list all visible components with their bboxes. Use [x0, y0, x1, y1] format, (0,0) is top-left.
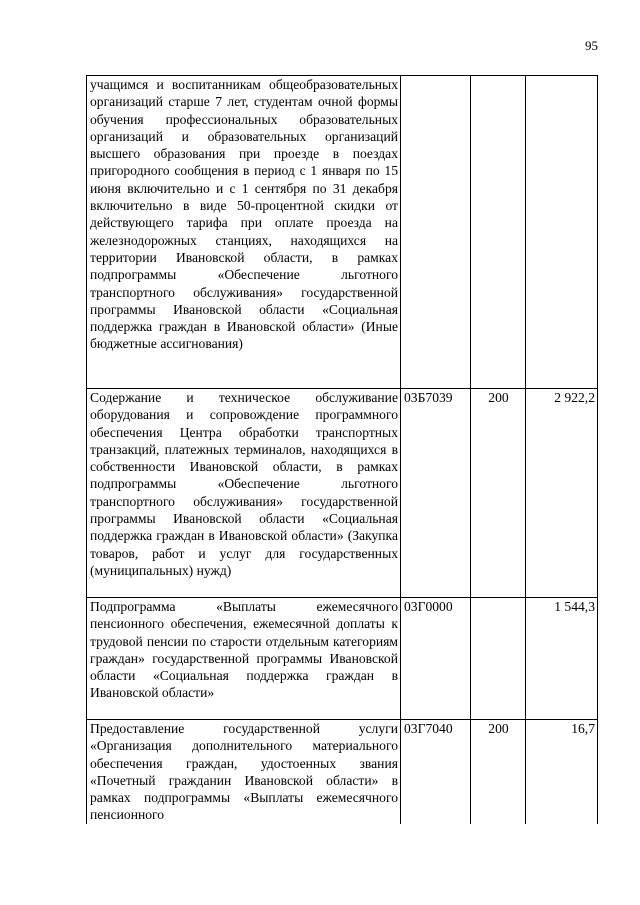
expense-type-code [471, 76, 526, 389]
expense-item-name: учащимся и воспитанникам общеобразовательных организаций старше 7 лет, студентам очной формы обучения профессиональных образовательных организаций и образовательных организаций высшего образования при проезде в поездах пригородного сообщения в период с 1 января по 15 июня включительно и с 1 сентября по 31 декабря включительно в виде 50-процентной скидки от действующего тарифа при оплате проезда на железнодорожных станциях, находящихся на территории Ивановской области, в рамках подпрограммы «Обеспечение льготного транспортного обслуживания» государственной программы Ивановской области «Социальная поддержка граждан в Ивановской области» (Иные бюджетные ассигнования) [87, 76, 401, 389]
page-number: 95 [585, 38, 598, 53]
table-row [87, 76, 598, 389]
expense-type-code: 200 [471, 720, 526, 824]
expense-item-name: Содержание и техническое обслуживание оборудования и сопровождение программного обеспечения Центра обработки транспортных транзакций, платежных терминалов, находящихся в собственности Ивановской области, в рамках подпрограммы «Обеспечение льготного транспортного обслуживания» государственной программы Ивановской области «Социальная поддержка граждан в Ивановской области» (Закупка товаров, работ и услуг для государственных (муниципальных) нужд) [87, 389, 401, 598]
expense-item-name: Предоставление государственной услуги «Организация дополнительного материального обеспечения граждан, удостоенных звания «Почетный гражданин Ивановской области» в рамках подпрограммы «Выплаты ежемесячного пенсионного [87, 720, 401, 824]
table-row [87, 720, 598, 824]
amount-value: 2 922,2 [526, 389, 598, 598]
expense-item-name: Подпрограмма «Выплаты ежемесячного пенсионного обеспечения, ежемесячной доплаты к трудовой пенсии по старости отдельным категориям граждан» государственной программы Ивановской области «Социальная поддержка граждан в Ивановской области» [87, 598, 401, 720]
table-row [87, 389, 598, 598]
target-article-code: 03Г7040 [401, 720, 471, 824]
expense-type-code: 200 [471, 389, 526, 598]
target-article-code: 03Г0000 [401, 598, 471, 720]
amount-value: 1 544,3 [526, 598, 598, 720]
budget-table [86, 75, 598, 824]
amount-value [526, 76, 598, 389]
expense-type-code [471, 598, 526, 720]
target-article-code [401, 76, 471, 389]
target-article-code: 03Б7039 [401, 389, 471, 598]
amount-value: 16,7 [526, 720, 598, 824]
table-row [87, 598, 598, 720]
